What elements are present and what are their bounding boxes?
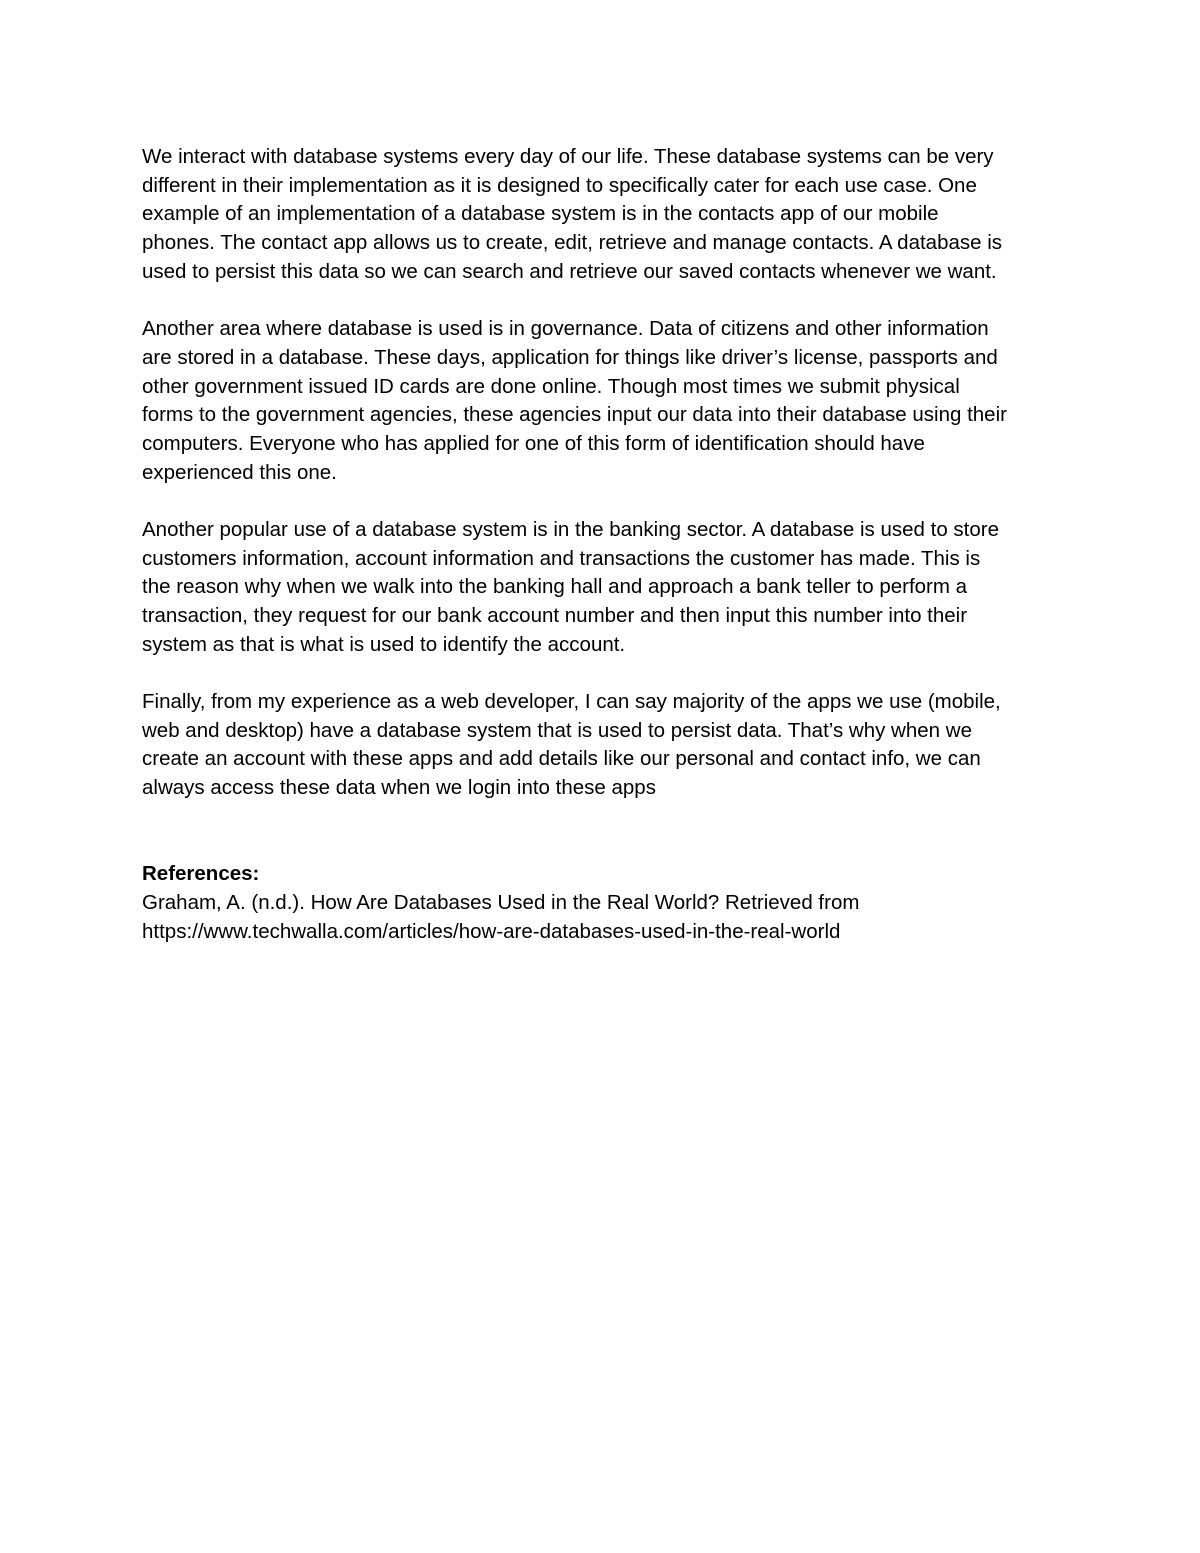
- text-line: customers information, account information and transactions the customer has made. This is: [142, 546, 981, 570]
- text-line: transaction, they request for our bank account number and then input this number into their: [142, 604, 968, 627]
- document-body: [142, 143, 1072, 946]
- text-line: the reason why when we walk into the banking hall and approach a bank teller to perform a: [142, 575, 968, 599]
- text-line: are stored in a database. These days, application for things like driver’s license, passports and: [142, 345, 998, 369]
- text-line: example of an implementation of a database system is in the contacts app of our mobile: [142, 202, 939, 226]
- text-line: create an account with these apps and add details like our personal and contact info, we can: [142, 747, 981, 771]
- paragraph-3: [142, 516, 1072, 659]
- text-line: experienced this one.: [142, 460, 337, 484]
- text-line: different in their implementation as it is designed to specifically cater for each use case. One: [142, 173, 977, 197]
- paragraph-2: [142, 315, 1072, 487]
- text-line: We interact with database systems every day of our life. These database systems can be very: [142, 145, 994, 168]
- reference-url: https://www.techwalla.com/articles/how-are-databases-used-in-the-real-world: [142, 919, 841, 943]
- references-section: [142, 860, 1072, 946]
- text-line: used to persist this data so we can search and retrieve our saved contacts whenever we want.: [142, 259, 997, 283]
- reference-entry: Graham, A. (n.d.). How Are Databases Used in the Real World? Retrieved from: [142, 890, 860, 914]
- text-line: web and desktop) have a database system that is used to persist data. That’s why when we: [142, 718, 972, 742]
- text-line: always access these data when we login into these apps: [142, 776, 656, 800]
- text-line: forms to the government agencies, these agencies input our data into their database using their: [142, 403, 1007, 427]
- text-line: system as that is what is used to identify the account.: [142, 632, 626, 656]
- text-line: Another area where database is used is in governance. Data of citizens and other information: [142, 317, 989, 341]
- text-line: computers. Everyone who has applied for one of this form of identification should have: [142, 431, 925, 455]
- text-line: phones. The contact app allows us to create, edit, retrieve and manage contacts. A database is: [142, 231, 1003, 255]
- references-heading: References:: [142, 862, 260, 886]
- text-line: Another popular use of a database system is in the banking sector. A database is used to store: [142, 517, 999, 541]
- text-line: other government issued ID cards are done online. Though most times we submit physical: [142, 374, 960, 398]
- paragraph-1: [142, 143, 1072, 286]
- text-line: Finally, from my experience as a web developer, I can say majority of the apps we use (mobile,: [142, 690, 1001, 714]
- paragraph-4: [142, 688, 1072, 803]
